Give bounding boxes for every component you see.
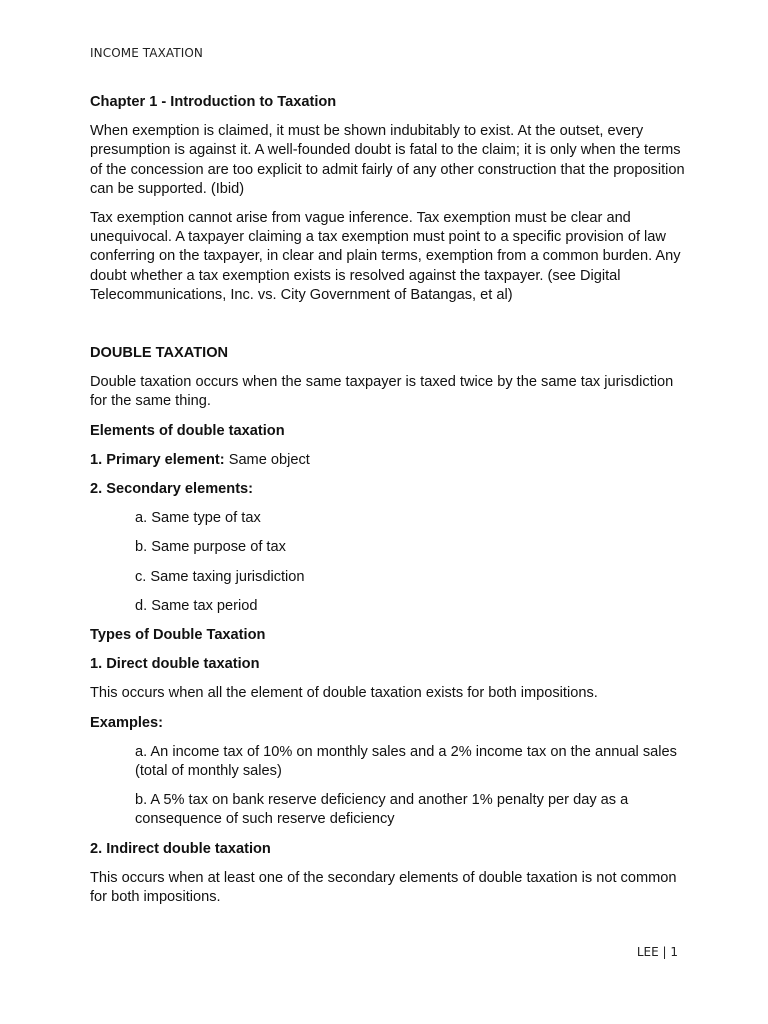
page-header: INCOME TAXATION — [90, 46, 203, 60]
double-taxation-heading: DOUBLE TAXATION — [90, 345, 229, 362]
secondary-element-item: b. Same purpose of tax — [135, 539, 286, 556]
secondary-element-item: c. Same taxing jurisdiction — [135, 568, 305, 585]
paragraph-exemption-claim: When exemption is claimed, it must be shown indubitably to exist. At the outset, every presumption is against it. A well-founded doubt is fatal to the claim; it is only when the terms of the concession are too explicit to admit fairly of any other construction that the proposition can be supported. (Ibid) — [90, 123, 685, 197]
primary-element-value: Same object — [224, 451, 310, 468]
examples-heading: Examples: — [90, 714, 164, 731]
paragraph-exemption-inference: Tax exemption cannot arise from vague inference. Tax exemption must be clear and unequivocal. A taxpayer claiming a tax exemption must point to a specific provision of law conferring on the taxpayer, in clear and plain terms, exemption from a common burden. Any doubt whether a tax exemption exists is resolved against the taxpayer. (see Digital Telecommunications, Inc. vs. City Government of Batangas, et al) — [90, 210, 681, 303]
page-footer: LEE | 1 — [636, 945, 678, 959]
primary-element-label: 1. Primary element: — [90, 451, 225, 468]
example-item: a. An income tax of 10% on monthly sales and a 2% income tax on the annual sales (total of monthly sales) — [135, 743, 677, 780]
types-heading: Types of Double Taxation — [90, 627, 266, 644]
direct-double-taxation-text: This occurs when all the element of double taxation exists for both impositions. — [90, 685, 598, 702]
secondary-element-item: d. Same tax period — [135, 597, 258, 614]
indirect-double-taxation-text: This occurs when at least one of the secondary elements of double taxation is not common for both impositions. — [90, 869, 677, 906]
double-taxation-definition: Double taxation occurs when the same taxpayer is taxed twice by the same tax jurisdiction for the same thing. — [90, 374, 674, 410]
example-item: b. A 5% tax on bank reserve deficiency and another 1% penalty per day as a consequence of such reserve deficiency — [135, 792, 629, 828]
indirect-double-taxation-heading: 2. Indirect double taxation — [90, 840, 271, 857]
secondary-element-item: a. Same type of tax — [135, 510, 261, 527]
elements-heading: Elements of double taxation — [90, 422, 285, 439]
secondary-elements-label: 2. Secondary elements: — [90, 481, 254, 498]
page-content — [90, 93, 685, 907]
direct-double-taxation-heading: 1. Direct double taxation — [90, 656, 260, 673]
primary-element — [90, 451, 685, 470]
chapter-title: Chapter 1 - Introduction to Taxation — [90, 94, 337, 110]
